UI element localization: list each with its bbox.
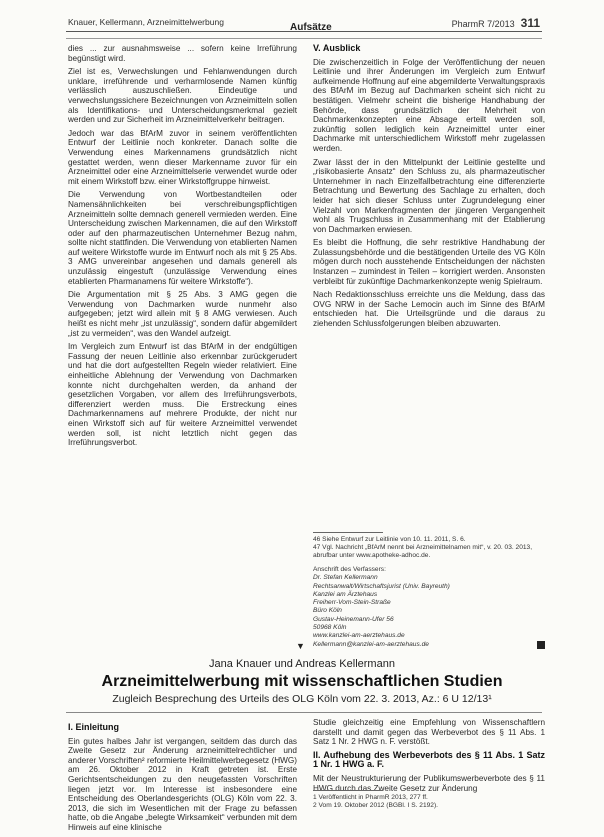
- article-subtitle: Zugleich Besprechung des Urteils des OLG Köln vom 22. 3. 2013, Az.: 6 U 12/13¹: [112, 693, 492, 705]
- paragraph: Studie gleichzeitig eine Empfehlung von Wissenschaftlern darstellt und damit gegen das Werbeverbot des § 11 Abs. 1 Satz 1 Nr. 2 HWG n. F. verstößt.: [313, 718, 545, 747]
- paragraph: dies ... zur ausnahmsweise ... sofern keine Irreführung begünstigt wird.: [68, 44, 297, 63]
- author-address-line: 50968 Köln: [313, 624, 347, 632]
- footnote: 46 Siehe Entwurf zur Leitlinie von 10. 11. 2011, S. 6.: [313, 536, 466, 543]
- end-mark-icon: [537, 641, 545, 649]
- author-address-line: Gustav-Heinemann-Ufer 56: [313, 615, 394, 623]
- author-address-line: Freiherr-Vom-Stein-Straße: [313, 599, 391, 607]
- right-column: [313, 44, 545, 333]
- footnote: 47 Vgl. Nachricht „BfArM nennt bei Arzneimittelnamen mit“, v. 20. 03. 2013, abrufbar unter www.apotheke-adhoc.de.: [313, 544, 533, 560]
- journal-issue-label: PharmR 7/2013: [451, 19, 515, 29]
- author-address-line: Kanzlei am Ärztehaus: [313, 590, 378, 598]
- page-number: 311: [520, 16, 540, 30]
- header-rule: [66, 31, 542, 32]
- author-address-box: [313, 566, 545, 649]
- article-right-column: [313, 718, 545, 797]
- paragraph: Die zwischenzeitlich in Folge der Veröffentlichung der neuen Leitlinie und ihrer Änderungen im Vergleich zum Entwurf aufkeimende Hoffnung auf eine abgemilderte Verwaltungspraxis des BfArM im Bezug auf Dachmarken scheint sich nicht zu bestätigen. Vielmehr scheint die bisherige Handhabung der Behörde, dass grundsätzlich der Mehrheit von Dachmarkenkonzepten eine Absage erteilt werden soll, zukünftig sollen lediglich kein Arzneimittel unter einer Dachmarke mit unterschiedlichem Wirkstoff mehr zugelassen werden.: [313, 57, 545, 153]
- article-footnotes: [313, 790, 545, 810]
- page-header: [0, 0, 604, 42]
- article-left-column: [68, 723, 297, 837]
- paragraph: Mit der Neustrukturierung der Publikumswerbeverbote des § 11 HWG durch das Zweite Gesetz zur Änderung: [313, 773, 545, 793]
- running-header-authors: Knauer, Kellermann, Arzneimittelwerbung: [68, 17, 224, 27]
- article-authors: Jana Knauer und Andreas Kellermann: [209, 658, 395, 670]
- footnote-rule: [313, 532, 383, 533]
- footnotes: [313, 532, 545, 561]
- paragraph: Ein gutes halbes Jahr ist vergangen, seitdem das durch das Zweite Gesetz zur Änderung arzneimittelrechtlicher und anderer Vorschriften² reformierte Heilmittelwerbegesetz (HWG) am 26. Oktober 2012 in Kraft getreten ist. Erste Gerichtsentscheidungen zu den neugefassten Vorschriften liegen jetzt vor. Im Interesse ist insbesondere eine Entscheidung des Oberlandesgerichts (OLG) Köln vom 22. 3. 2013, die sich im Wesentlichen mit der Frage zu befassen hatte, ob die Angabe „belegte Wirksamkeit“ verbunden mit dem Hinweis auf eine klinische: [68, 736, 297, 832]
- journal-issue: [452, 16, 540, 30]
- section-label: Aufsätze: [290, 22, 332, 33]
- section-heading: II. Aufhebung des Werbeverbots des § 11 Abs. 1 Satz 1 Nr. 1 HWG a. F.: [313, 749, 545, 770]
- author-address-line: Rechtsanwalt/Wirtschaftsjurist (Univ. Bayreuth): [313, 582, 450, 590]
- paragraph: Im Vergleich zum Entwurf ist das BfArM in der endgültigen Fassung der neuen Leitlinie also erkennbar zurückgerudert und hat die dort aufgestellten Regeln wieder relativiert. Eine einheitliche Ablehnung der Verwendung von Dachmarken konnte nicht durchgehalten werden, da anhand der gesetzlichen Vorgaben, vor allem des Irreführungsverbots, differenziert werden muss. Die Erstreckung eines Dachmarkennamens auf mehrere Produkte, der nicht nur einen Wirkstoff sich auf für weitere Arzneimittel verwendet werden soll, ist nicht letztlich nicht gegen das Irreführungsverbot.: [68, 342, 297, 448]
- header-rule-secondary: [66, 38, 542, 39]
- paragraph: Es bleibt die Hoffnung, die sehr restriktive Handhabung der Zulassungsbehörde und die bestätigenden Urteile des VG Köln mögen durch noch ausstehende Entscheidungen der nächsten Instanzen – zumindest in Teilen – korrigiert werden. Ansonsten verbleibt für zukünftige Dachmarkenkonzepte wenig Spielraum.: [313, 238, 545, 286]
- paragraph: Ziel ist es, Verwechslungen und Fehlanwendungen durch unklare, irreführende und verharmlosende Namen künftig verlässlich auszuschließen. Eindeutige und verwechslungssichere Bezeichnungen von Arzneimitteln sollen als Identifikations- und Unterscheidungsmerkmal gezielt werden und zur Sicherheit im Arzneimittelverkehr beitragen.: [68, 67, 297, 125]
- footnote-rule: [313, 790, 383, 791]
- section-heading: I. Einleitung: [68, 722, 119, 732]
- section-heading: V. Ausblick: [313, 43, 361, 53]
- article-divider-icon: ▼: [296, 641, 305, 651]
- author-address-line: Dr. Stefan Kellermann: [313, 574, 378, 582]
- author-address-heading: Anschrift des Verfassers:: [313, 566, 386, 573]
- paragraph: Die Argumentation mit § 25 Abs. 3 AMG gegen die Verwendung von Dachmarken wurde nunmehr also aufgegeben; jetzt wird allein mit § 8 AMG verwiesen. Auch heißt es nicht mehr „ist unzulässig“, sondern dafür abgemildert „ist zu vermeiden“, was den Wandel aufzeigt.: [68, 290, 297, 338]
- author-email: Kellermann@kanzlei-am-aerztehaus.de: [313, 640, 429, 648]
- paragraph: Nach Redaktionsschluss erreichte uns die Meldung, dass das OVG NRW in der Sache Lemocin auch im Sinne des BfArM entschieden hat. Die Urteilsgründe und die daraus zu ziehenden Schlussfolgerungen bleiben abzuwarten.: [313, 290, 545, 329]
- paragraph: Die Verwendung von Wortbestandteilen oder Namensähnlichkeiten bei verschreibungspflichtigen Arzneimitteln sollte demnach generell vermieden werden. Eine Unterscheidung zwischen Markennamen, die auf den Wirkstoff oder auf den pharmazeutischen Unternehmer Bezug nahm, sollte nicht stattfinden. Die Verwendung von etablierten Namen auf weitere Wirkstoffe wurde im Entwurf noch als mit § 25 Abs. 3 AMG unvereinbar angesehen und damals generell als unzulässig eingestuft (unzulässige Verwendung eines etablierten Pharmanamens für weitere Wirkstoffe“).: [68, 190, 297, 286]
- author-address-line: Büro Köln: [313, 607, 342, 615]
- left-column: [68, 44, 297, 452]
- footnote: 1 Veröffentlicht in PharmR 2013, 277 ff.: [313, 794, 428, 801]
- author-website: www.kanzlei-am-aerztehaus.de: [313, 632, 405, 640]
- paragraph: Zwar lässt der in den Mittelpunkt der Leitlinie gestellte und „risikobasierte Ansatz“ den Schluss zu, als pharmazeutischer Unternehmer in nach Einzelfallbetrachtung eine differenzierte Betrachtung und Bewertung des Sachlage zu erhalten, doch leider hat sich dieser Schluss unter Zugrundelegung einer Vielzahl von Markenfragmenten der jüngeren Vergangenheit wohl als Trugschluss in Zusammenhang mit der Etablierung von Dachmarken erwiesen.: [313, 157, 545, 234]
- article-rule: [66, 712, 542, 713]
- article-title: Arzneimittelwerbung mit wissenschaftlichen Studien: [101, 673, 503, 690]
- paragraph: Jedoch war das BfArM zuvor in seinem veröffentlichten Entwurf der Leitlinie noch konkreter. Danach sollte die Verwendung eines Markennamens grundsätzlich nicht gestattet werden, wenn dieser Markenname zuvor für ein Arzneimittel oder eine Arzneimittelserie verwendet wurde oder mit einem Wirkstoff bzw. einer Wirkstoffgruppe hinweist.: [68, 128, 297, 186]
- footnote: 2 Vom 19. Oktober 2012 (BGBl. I S. 2192).: [313, 802, 438, 810]
